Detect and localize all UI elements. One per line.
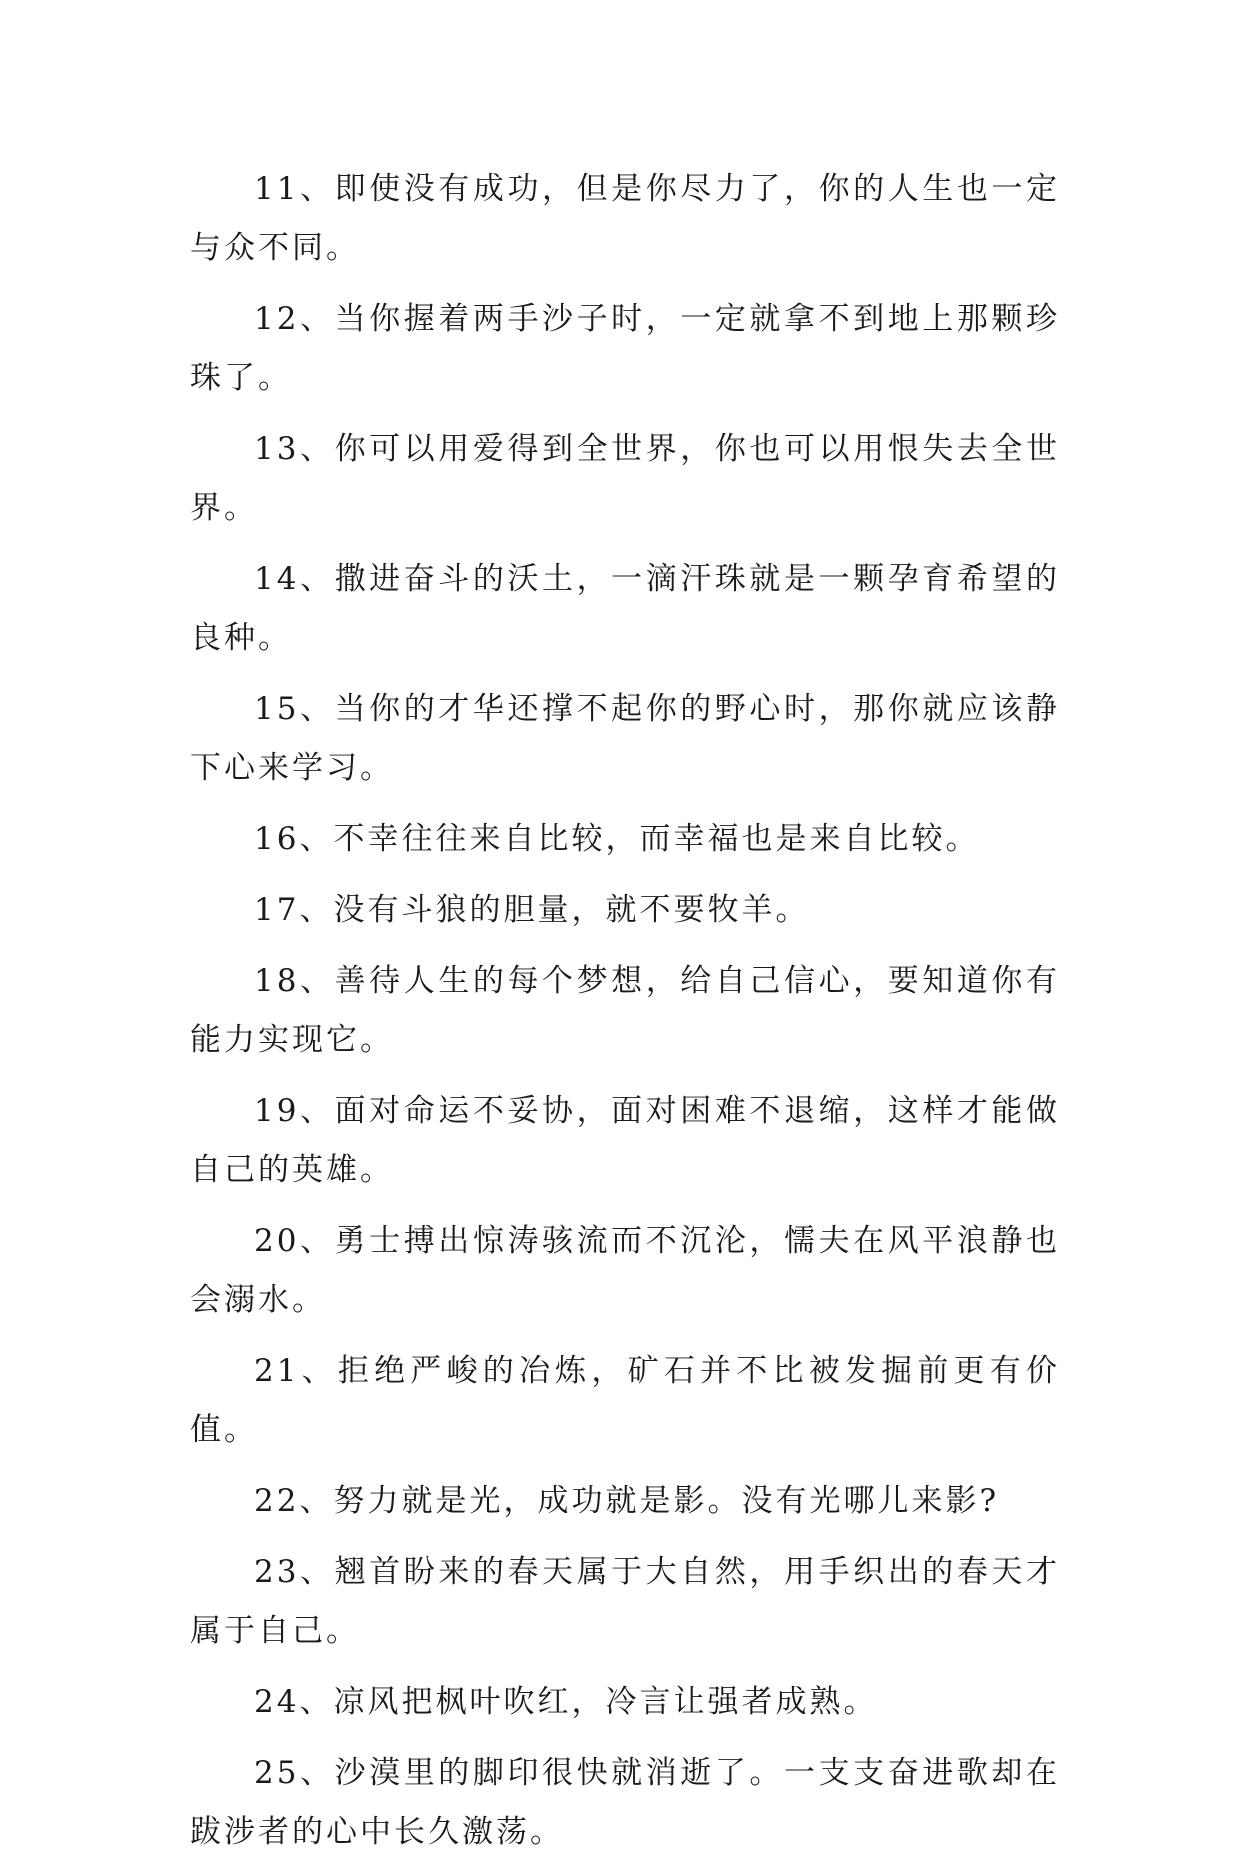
quote-paragraph: 22、努力就是光，成功就是影。没有光哪儿来影? — [254, 1483, 1000, 1519]
quote-paragraph: 18、善待人生的每个梦想，给自己信心，要知道你有能力实现它。 — [190, 963, 1060, 1058]
quote-paragraph: 16、不幸往往来自比较，而幸福也是来自比较。 — [254, 821, 980, 857]
quote-paragraph: 15、当你的才华还撑不起你的野心时，那你就应该静下心来学习。 — [190, 691, 1060, 786]
quote-paragraph: 19、面对命运不妥协，面对困难不退缩，这样才能做自己的英雄。 — [190, 1093, 1060, 1188]
quote-paragraph: 14、撒进奋斗的沃土，一滴汗珠就是一颗孕育希望的良种。 — [190, 561, 1060, 656]
quote-list — [190, 160, 1060, 1874]
quote-paragraph: 11、即使没有成功，但是你尽力了，你的人生也一定与众不同。 — [190, 171, 1060, 266]
quote-paragraph: 13、你可以用爱得到全世界，你也可以用恨失去全世界。 — [190, 431, 1060, 526]
quote-paragraph: 25、沙漠里的脚印很快就消逝了。一支支奋进歌却在跋涉者的心中长久激荡。 — [190, 1755, 1060, 1850]
quote-paragraph: 20、勇士搏出惊涛骇流而不沉沦，懦夫在风平浪静也会溺水。 — [190, 1223, 1060, 1318]
quote-paragraph: 24、凉风把枫叶吹红，冷言让强者成熟。 — [254, 1684, 878, 1720]
quote-paragraph: 12、当你握着两手沙子时，一定就拿不到地上那颗珍珠了。 — [190, 301, 1060, 396]
quote-paragraph: 21、拒绝严峻的冶炼，矿石并不比被发掘前更有价值。 — [190, 1353, 1060, 1448]
quote-paragraph: 23、翘首盼来的春天属于大自然，用手织出的春天才属于自己。 — [190, 1554, 1060, 1649]
quote-paragraph: 17、没有斗狼的胆量，就不要牧羊。 — [254, 892, 810, 928]
